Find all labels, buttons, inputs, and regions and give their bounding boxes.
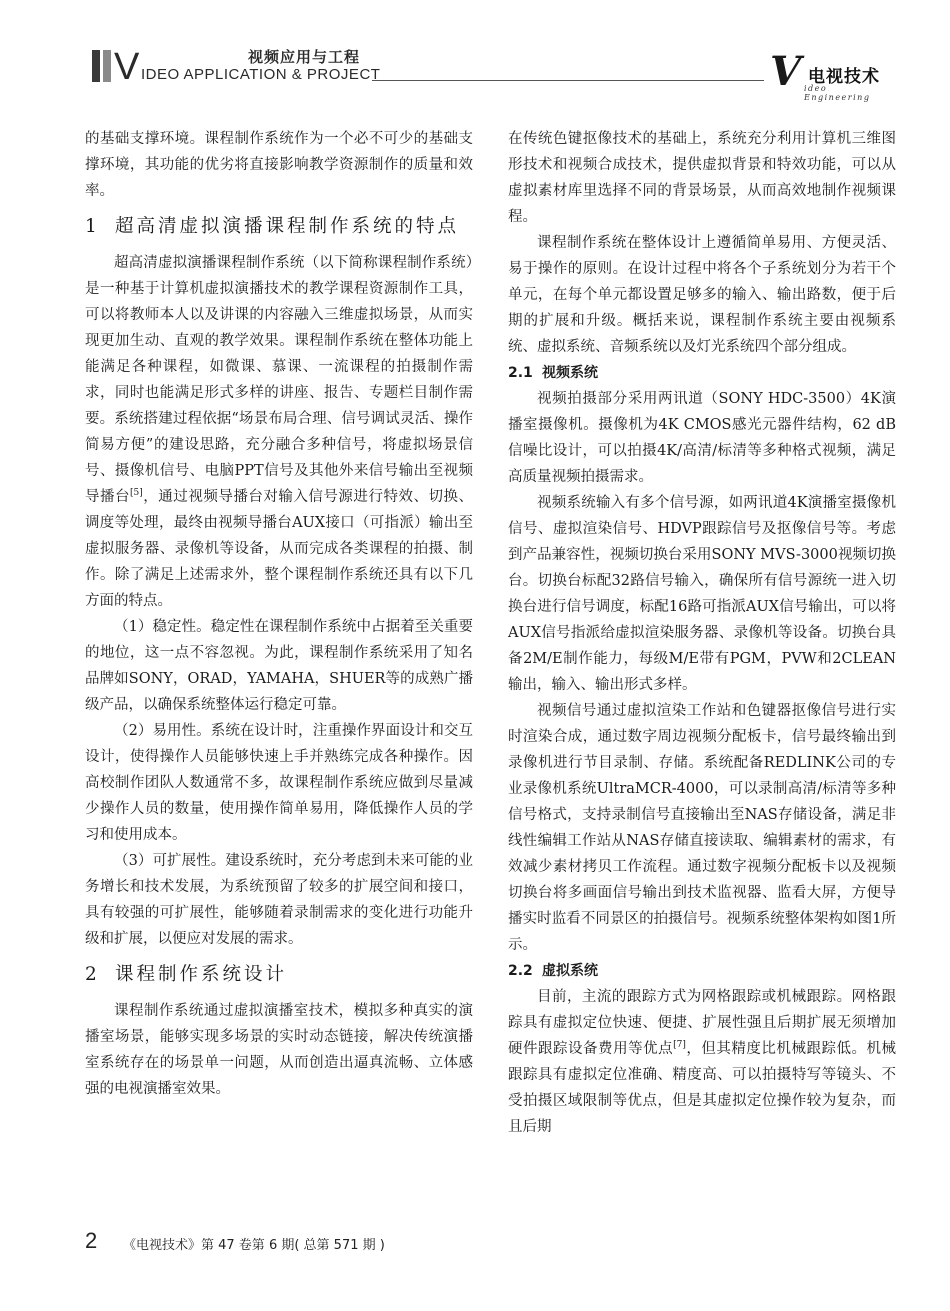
paragraph-switcher: 视频系统输入有多个信号源，如两讯道4K演播室摄像机信号、虚拟渲染信号、HDVP跟踪信号及抠像信号等。考虑到产品兼容性，视频切换台采用SONY MVS-3000视频切换台。切换台标配32路信号输入，确保所有信号源统一进入切换台进行信号调度，标配16路可指派AUX信号输出，可以将AUX信号指派给虚拟渲染服务器、录像机等设备。切换台具备2M/E制作能力，每级M/E带有PGM，PVW和2CLEAN输出，输入、输出形式多样。 [508,495,896,693]
paragraph-system-overview [85,250,473,614]
page-header [0,0,950,110]
section-2-number: 2 [85,964,97,985]
paragraph-tracking-a: 目前，主流的跟踪方式为网格跟踪或机械跟踪。网格跟踪具有虚拟定位快速、便捷、扩展性强且后期扩展无须增加硬件跟踪设备费用等优点 [508,989,896,1057]
paragraph-recording: 视频信号通过虚拟渲染工作站和色键器抠像信号进行实时渲染合成，通过数字周边视频分配板卡，信号最终输出到录像机进行节目录制、存储。系统配备REDLINK公司的专业录像机系统UltraMCR-4000，可以录制高清/标清等多种信号格式，支持录制信号直接输出至NAS存储设备，满足非线性编辑工作站从NAS存储直接读取、编辑素材的需求，有效减少素材拷贝工作流程。通过数字视频分配板卡以及视频切换台将多画面信号输出到技术监视器、监看大屏，方便导播实时监看不同景区的拍摄信号。视频系统整体架构如图1所示。 [508,703,896,953]
paragraph-intro-continued: 的基础支撑环境。课程制作系统作为一个必不可少的基础支撑环境，其功能的优劣将直接影响教学资源制作的质量和效率。 [85,131,473,199]
logo-title-cn: 电视技术 [808,67,880,87]
header-big-letter: V [114,46,140,88]
subsection-2-1-heading [508,360,896,386]
journal-logo [770,48,890,102]
subsection-2-1-title: 视频系统 [542,365,598,381]
subsection-2-1-number: 2.1 [508,365,533,381]
journal-citation: 《电视技术》第 47 卷第 6 期( 总第 571 期 ) [123,1238,385,1253]
subsection-2-2-heading [508,958,896,984]
left-column [85,126,473,1102]
section-2-heading [85,960,473,990]
paragraph-stability: （1）稳定性。稳定性在课程制作系统中占据着至关重要的地位，这一点不容忽视。为此，课程制作系统采用了知名品牌如SONY，ORAD，YAMAHA，SHUER等的成熟广播级产品，以确保系统整体运行稳定可靠。 [85,619,473,713]
paragraph-usability: （2）易用性。系统在设计时，注重操作界面设计和交互设计，使得操作人员能够快速上手并熟练完成各种操作。因高校制作团队人数通常不多，故课程制作系统应做到尽量减少操作人员的数量，使用操作简单易用，降低操作人员的学习和使用成本。 [85,723,473,843]
paragraph-design-continued: 在传统色键抠像技术的基础上，系统充分利用计算机三维图形技术和视频合成技术，提供虚拟背景和特效功能，可以从虚拟素材库里选择不同的背景场景，从而高效地制作视频课程。 [508,131,896,225]
subsection-2-2-number: 2.2 [508,963,533,979]
header-rule [372,80,764,81]
header-grey-bar [103,50,111,82]
header-dark-bar [92,50,100,82]
paragraph-system-overview-a: 超高清虚拟演播课程制作系统（以下简称课程制作系统）是一种基于计算机虚拟演播技术的教学课程资源制作工具，可以将教师本人以及讲课的内容融入三维虚拟场景，从而实现更加生动、直观的教学效果。课程制作系统在整体功能上能满足各种课程，如微课、慕课、一流课程的拍摄制作需求，同时也能满足形式多样的讲座、报告、专题栏目制作需要。系统搭建过程依据“场景布局合理、信号调试灵活、操作简易方便”的建设思路，充分融合多种信号，将虚拟场景信号、摄像机信号、电脑PPT信号及其他外来信号输出至视频导播台 [85,255,473,505]
paragraph-tracking-b: ，但其精度比机械跟踪低。机械跟踪具有虚拟定位准确、精度高、可以拍摄特写等镜头、不受拍摄区域限制等优点，但是其虚拟定位操作较为复杂，而且后期 [508,1041,896,1135]
reference-5: [5] [130,488,143,499]
logo-letter: V [770,48,802,95]
paragraph-design-intro: 课程制作系统通过虚拟演播室技术，模拟多种真实的演播室场景，能够实现多场景的实时动态链接，解决传统演播室系统存在的场景单一问题，从而创造出逼真流畅、立体感强的电视演播室效果。 [85,1003,473,1097]
paragraph-camera: 视频拍摄部分采用两讯道（SONY HDC-3500）4K演播室摄像机。摄像机为4K CMOS感光元器件结构，62 dB信噪比设计，可以拍摄4K/高清/标清等多种格式视频，满足高质量视频拍摄需求。 [508,391,896,485]
paragraph-tracking [508,984,896,1140]
header-section-cn: 视频应用与工程 [248,48,361,66]
reference-7: [7] [673,1040,686,1051]
paragraph-design-principles: 课程制作系统在整体设计上遵循简单易用、方便灵活、易于操作的原则。在设计过程中将各个子系统划分为若干个单元，在每个单元都设置足够多的输入、输出路数，便于后期的扩展和升级。概括来说，课程制作系统主要由视频系统、虚拟系统、音频系统以及灯光系统四个部分组成。 [508,235,896,355]
section-1-heading [85,212,473,242]
paragraph-extensibility: （3）可扩展性。建设系统时，充分考虑到未来可能的业务增长和技术发展，为系统预留了较多的扩展空间和接口，具有较强的可扩展性，能够随着录制需求的变化进行功能升级和扩展，以便应对发展的需求。 [85,853,473,947]
logo-title-en: ideo Engineering [804,84,871,102]
section-1-title: 超高清虚拟演播课程制作系统的特点 [115,216,460,237]
page-number: 2 [85,1228,98,1253]
paragraph-system-overview-b: ，通过视频导播台对输入信号源进行特效、切换、调度等处理，最终由视频导播台AUX接口（可指派）输出至虚拟服务器、录像机等设备，从而完成各类课程的拍摄、制作。除了满足上述需求外，整个课程制作系统还具有以下几方面的特点。 [85,489,473,609]
subsection-2-2-title: 虚拟系统 [542,963,598,979]
section-1-number: 1 [85,216,97,237]
section-2-title: 课程制作系统设计 [115,964,288,985]
header-section-en: IDEO APPLICATION & PROJECT [141,66,381,83]
right-column [508,126,896,1140]
